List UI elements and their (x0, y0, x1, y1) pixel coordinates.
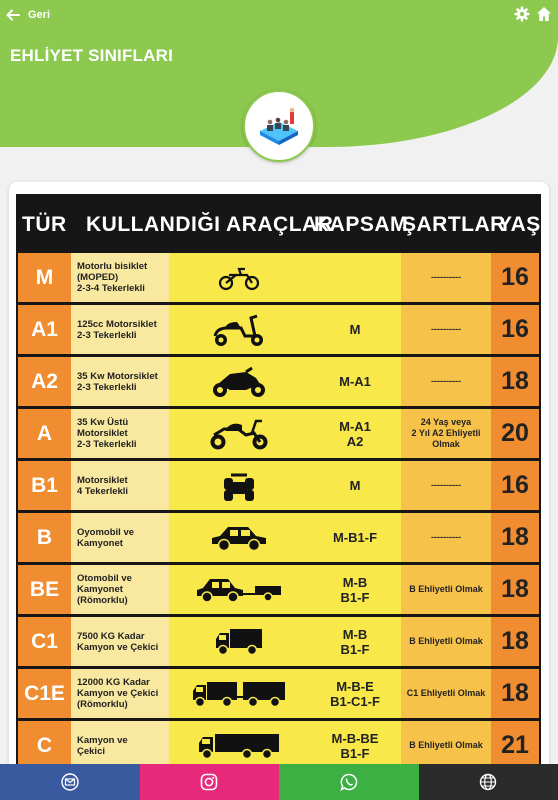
table-row (16, 721, 541, 770)
kapsam-cell: M-A1 A2 (309, 409, 401, 458)
kapsam-cell: M-B-BE B1-F (309, 721, 401, 770)
age-cell: 18 (491, 565, 539, 614)
table-row (16, 305, 541, 354)
mail-icon (61, 773, 79, 791)
sartlar-cell: ---------- (401, 513, 491, 562)
header-yas: YAŞ (498, 213, 541, 236)
kapsam-cell: M (309, 305, 401, 354)
sartlar-cell: ---------- (401, 253, 491, 302)
age-cell: 21 (491, 721, 539, 770)
license-class-table (16, 194, 541, 774)
top-bar (0, 0, 558, 30)
license-class: B1 (18, 461, 71, 510)
sartlar-cell: 24 Yaş veya 2 Yıl A2 Ehliyetli Olmak (401, 409, 491, 458)
gear-icon[interactable] (514, 6, 530, 22)
bottom-bar (0, 764, 558, 800)
table-row (16, 409, 541, 458)
driving-class-logo (243, 90, 315, 162)
vehicle-description: Kamyon ve Çekici (71, 721, 169, 770)
mail-button[interactable] (0, 764, 140, 800)
truck-trailer-icon (191, 679, 287, 709)
license-class: C1 (18, 617, 71, 666)
instagram-icon (200, 773, 218, 791)
sartlar-cell: ---------- (401, 461, 491, 510)
age-cell: 18 (491, 617, 539, 666)
arrow-left-icon (6, 8, 20, 22)
home-icon[interactable] (536, 6, 552, 22)
vehicle-description: Motorsiklet 4 Tekerlekli (71, 461, 169, 510)
age-cell: 16 (491, 253, 539, 302)
table-row (16, 513, 541, 562)
license-class: C (18, 721, 71, 770)
age-cell: 18 (491, 669, 539, 718)
globe-icon (479, 773, 497, 791)
vehicle-description: 7500 KG Kadar Kamyon ve Çekici (71, 617, 169, 666)
header-sartlar: ŞARTLAR (402, 213, 506, 236)
vehicle-description: Otomobil ve Kamyonet (Römorklu) (71, 565, 169, 614)
table-row (16, 617, 541, 666)
table-row (16, 357, 541, 406)
table-row (16, 669, 541, 718)
license-class: A (18, 409, 71, 458)
vehicle-description: Oyomobil ve Kamyonet (71, 513, 169, 562)
license-class: A1 (18, 305, 71, 354)
small-truck-icon (214, 627, 264, 657)
sartlar-cell: B Ehliyetli Olmak (401, 617, 491, 666)
table-row (16, 253, 541, 302)
age-cell: 20 (491, 409, 539, 458)
kapsam-cell: M-B1-F (309, 513, 401, 562)
website-button[interactable] (419, 764, 558, 800)
vehicle-description: 125cc Motorsiklet 2-3 Tekerlekli (71, 305, 169, 354)
header-kapsam: KAPSAM (314, 213, 409, 236)
chopper-motorcycle-icon (208, 417, 270, 451)
kapsam-cell: M-B B1-F (309, 565, 401, 614)
sport-motorcycle-icon (210, 366, 268, 398)
car-trailer-icon (195, 576, 283, 604)
license-class: A2 (18, 357, 71, 406)
big-truck-icon (197, 731, 281, 761)
atv-icon (222, 470, 256, 502)
whatsapp-button[interactable] (279, 764, 419, 800)
car-icon (210, 524, 268, 552)
whatsapp-icon (340, 773, 358, 791)
kapsam-cell: M (309, 461, 401, 510)
scooter-icon (211, 312, 267, 348)
age-cell: 18 (491, 513, 539, 562)
kapsam-cell: M-B-E B1-C1-F (309, 669, 401, 718)
header-tur: TÜR (22, 213, 67, 236)
back-label: Geri (28, 9, 51, 21)
vehicle-description: 12000 KG Kadar Kamyon ve Çekici (Römorklu) (71, 669, 169, 718)
sartlar-cell: B Ehliyetli Olmak (401, 565, 491, 614)
table-header (16, 194, 541, 252)
header-vehicles: KULLANDIĞI ARAÇLAR (86, 213, 334, 236)
table-row (16, 461, 541, 510)
age-cell: 18 (491, 357, 539, 406)
vehicle-description: 35 Kw Motorsiklet 2-3 Tekerlekli (71, 357, 169, 406)
license-class: B (18, 513, 71, 562)
license-class: C1E (18, 669, 71, 718)
vehicle-description: 35 Kw Üstü Motorsiklet 2-3 Tekerlekli (71, 409, 169, 458)
age-cell: 16 (491, 461, 539, 510)
moped-icon (217, 265, 261, 291)
vehicle-description: Motorlu bisiklet (MOPED) 2-3-4 Tekerlekli (71, 253, 169, 302)
license-class: M (18, 253, 71, 302)
back-button[interactable] (6, 5, 50, 25)
kapsam-cell: M-B B1-F (309, 617, 401, 666)
kapsam-cell: M-A1 (309, 357, 401, 406)
instagram-button[interactable] (140, 764, 280, 800)
sartlar-cell: ---------- (401, 305, 491, 354)
sartlar-cell: C1 Ehliyetli Olmak (401, 669, 491, 718)
age-cell: 16 (491, 305, 539, 354)
sartlar-cell: ---------- (401, 357, 491, 406)
license-class: BE (18, 565, 71, 614)
kapsam-cell (309, 253, 401, 302)
table-row (16, 565, 541, 614)
page-title: EHLİYET SINIFLARI (10, 46, 174, 65)
sartlar-cell: B Ehliyetli Olmak (401, 721, 491, 770)
